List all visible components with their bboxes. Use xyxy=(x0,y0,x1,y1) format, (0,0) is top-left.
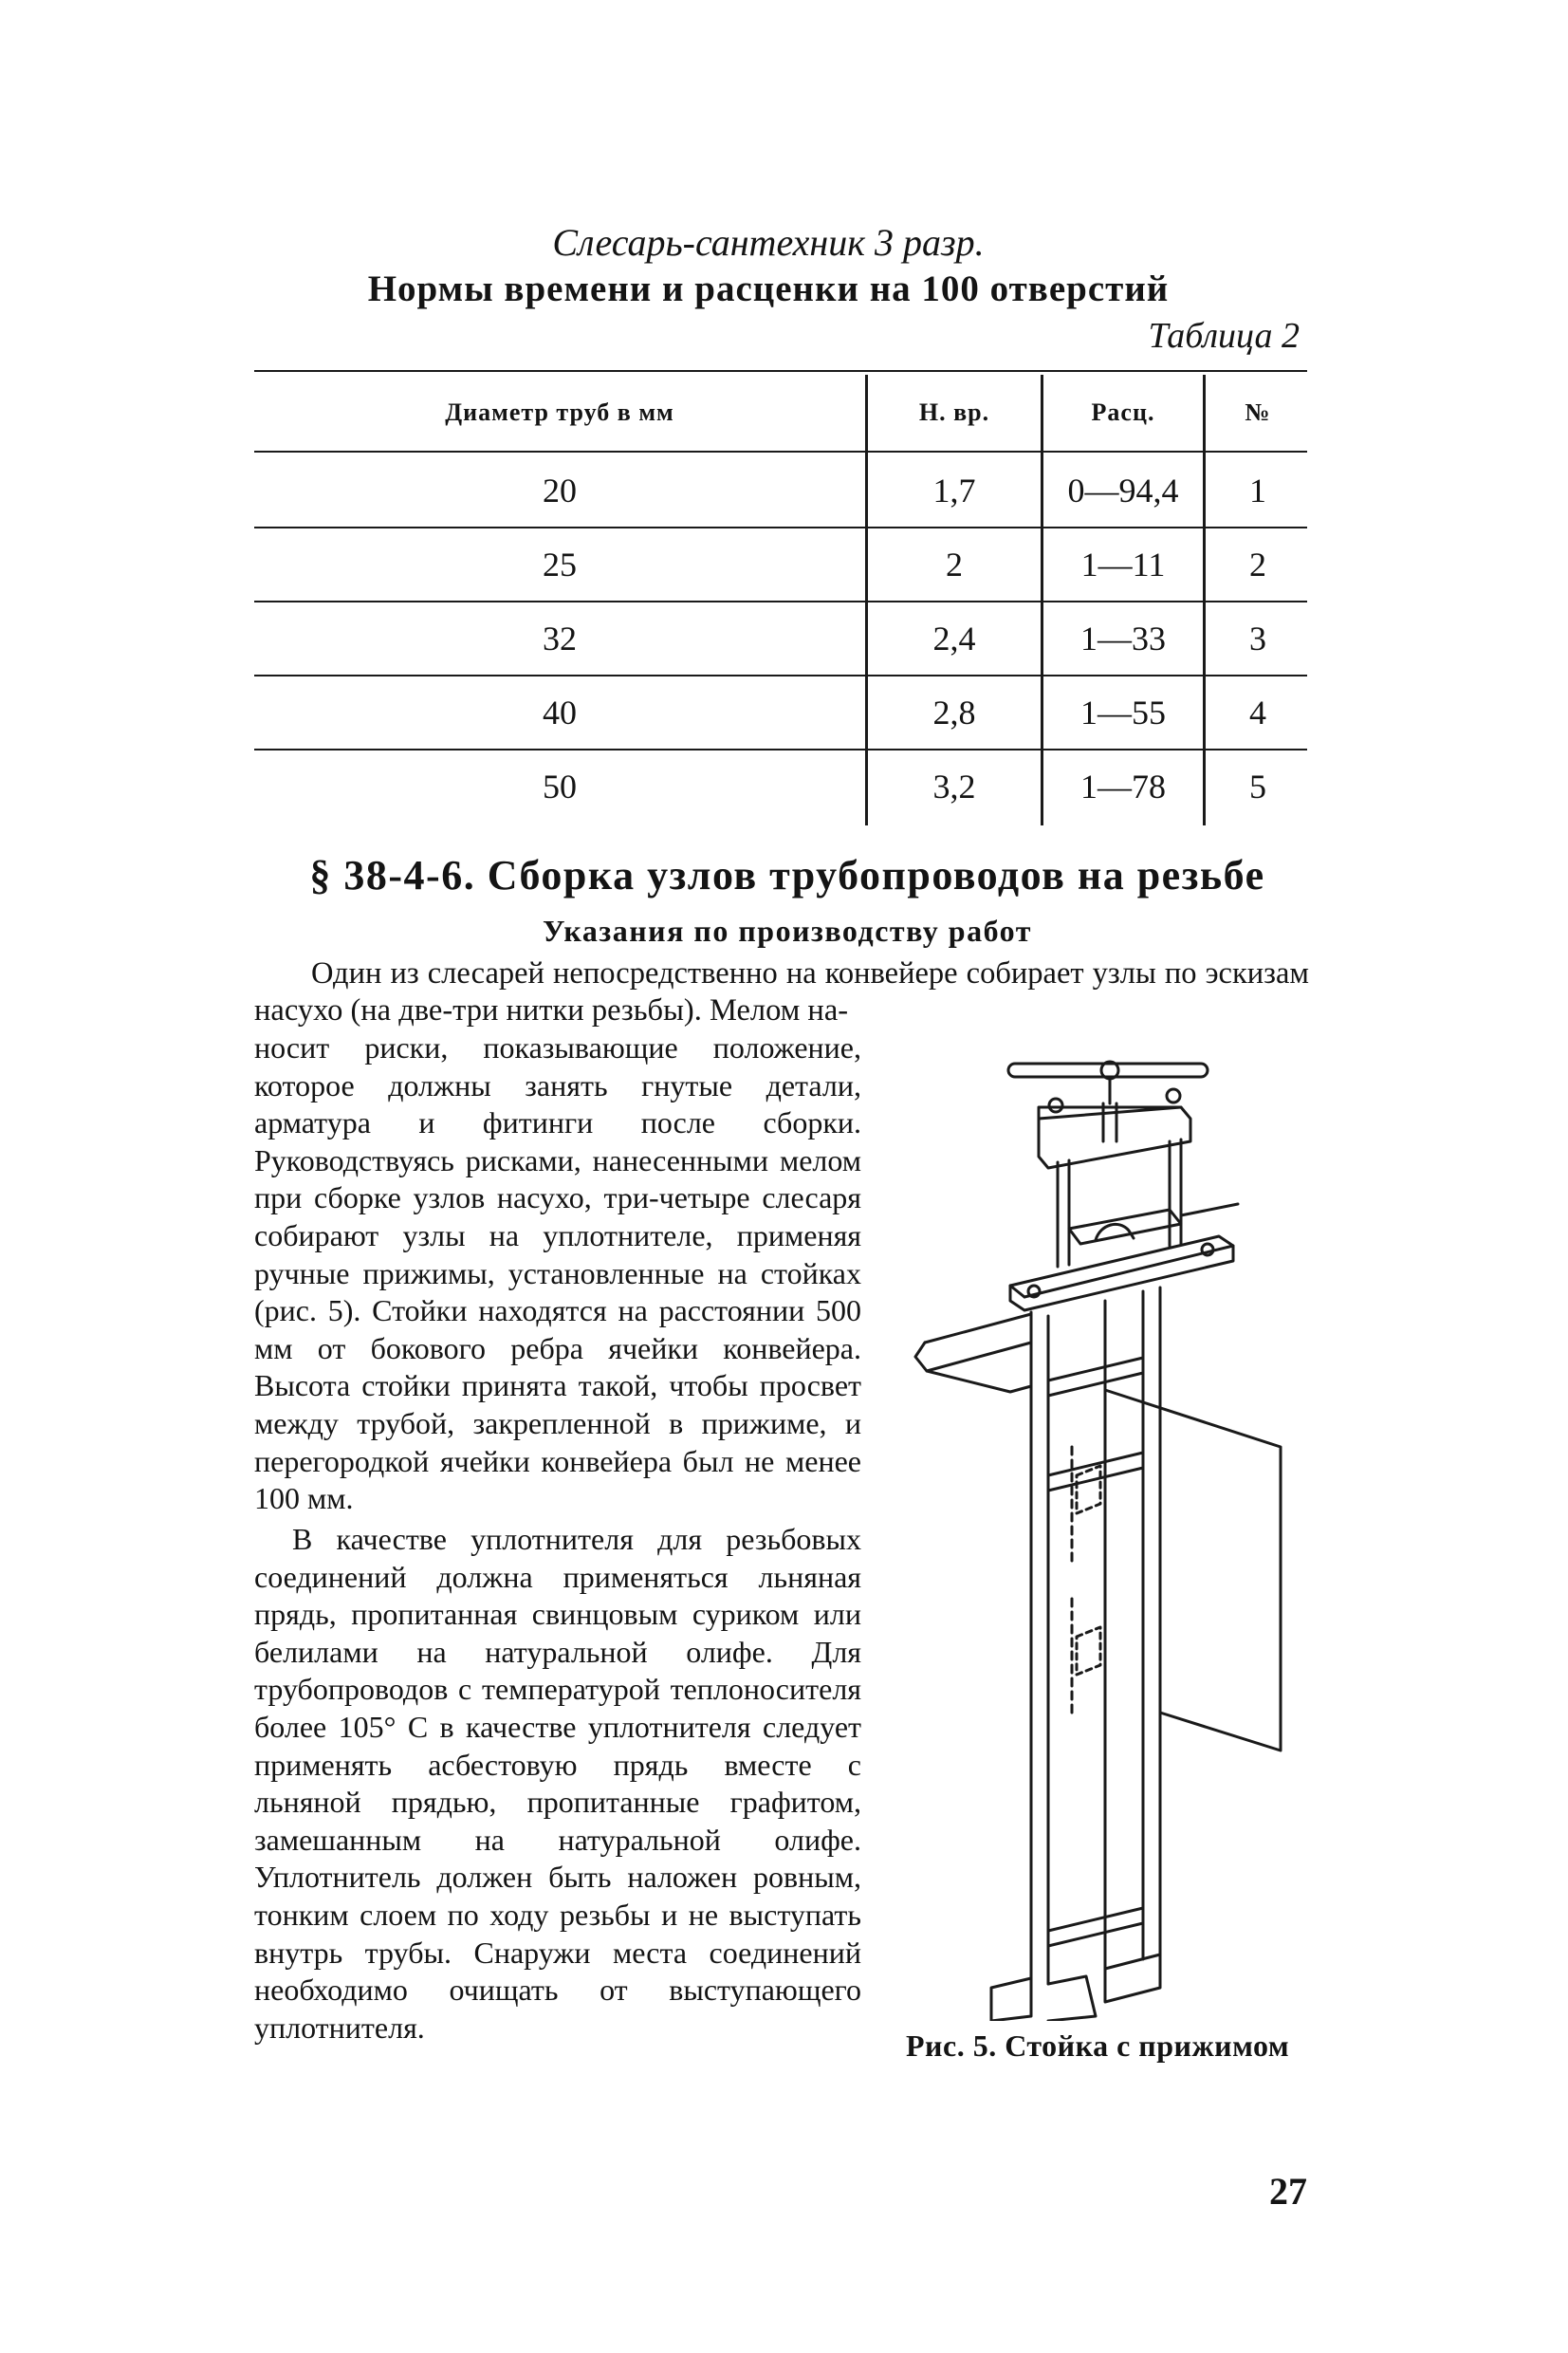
stand-with-clamp-figure xyxy=(906,1029,1314,2021)
table-cell: 20 xyxy=(543,472,577,510)
table-header-rate: Расц. xyxy=(1091,398,1155,426)
table-cell: 1—33 xyxy=(1080,620,1166,658)
table-column-divider xyxy=(1203,375,1206,825)
table-rule xyxy=(254,601,1307,602)
table-cell: 5 xyxy=(1249,768,1266,806)
table-cell: 3 xyxy=(1249,620,1266,658)
table-cell: 1—11 xyxy=(1080,546,1166,584)
table-rule xyxy=(254,527,1307,528)
body-paragraph: Один из слесарей непосредственно на конвейере собирает узлы по эскизам насухо (на две-три нитки резьбы). Мелом на- xyxy=(254,956,1309,1028)
table-cell: 3,2 xyxy=(932,768,976,806)
table-header-diameter: Диаметр труб в мм xyxy=(445,398,674,426)
table-cell: 1 xyxy=(1249,472,1266,510)
table-cell: 2 xyxy=(1249,546,1266,584)
table-label: Таблица 2 xyxy=(1148,316,1300,356)
table-rule xyxy=(254,749,1307,750)
table-rule xyxy=(254,370,1307,372)
table-cell: 25 xyxy=(543,546,577,584)
table-rule xyxy=(254,675,1307,676)
table-cell: 1—78 xyxy=(1080,768,1166,806)
body-column-text: В качестве уплотнителя для резьбовых соединений должна применяться льняная прядь, пропитанная свинцовым суриком или белилами на натуральной олифе. Для трубопроводов с температурой теплоносителя более 105° С в качестве уплотнителя следует применять асбестовую прядь вместе с льняной прядью, пропитанные графитом, замешанным на натуральной олифе. Уплотнитель должен быть наложен ровным, тонким слоем по ходу резьбы и не выступать внутрь трубы. Снаружи места соединений необходимо очищать от выступающего уплотнителя. xyxy=(254,1522,861,2045)
table-cell: 1,7 xyxy=(932,472,976,510)
table-cell: 50 xyxy=(543,768,577,806)
table-cell: 2,4 xyxy=(932,620,976,658)
table-cell: 4 xyxy=(1249,694,1266,732)
table-header-number: № xyxy=(1245,398,1271,426)
table-column-divider xyxy=(865,375,868,825)
table-header-time: Н. вр. xyxy=(918,398,990,426)
table-subtitle: Слесарь-сантехник 3 разр. xyxy=(552,221,985,264)
table-cell: 2 xyxy=(946,546,963,584)
figure-caption: Рис. 5. Стойка с прижимом xyxy=(906,2029,1290,2063)
body-column-text: носит риски, показывающие положение, которое должны занять гнутые детали, арматура и фитинги после сборки. Руководствуясь рисками, нанесенными мелом при сборке узлов насухо, три-четыре слесаря собирают узлы на уплотнителе, применяя ручные прижимы, установленные на стойках (рис. 5). Стойки находятся на расстоянии 500 мм от бокового ребра ячейки конвейера. Высота стойки принята такой, чтобы просвет между трубой, закрепленной в прижиме, и перегородкой ячейки конвейера был не менее 100 мм. xyxy=(254,1030,861,1516)
table-column-divider xyxy=(1041,375,1043,825)
table-cell: 40 xyxy=(543,694,577,732)
table-cell: 32 xyxy=(543,620,577,658)
table-cell: 2,8 xyxy=(932,694,976,732)
table-title: Нормы времени и расценки на 100 отверстий xyxy=(367,269,1170,309)
page-number: 27 xyxy=(1269,2170,1307,2213)
table-cell: 0—94,4 xyxy=(1067,472,1179,510)
section-subheading: Указания по производству работ xyxy=(543,914,1032,948)
table-rule xyxy=(254,451,1307,453)
section-heading: § 38-4-6. Сборка узлов трубопроводов на резьбе xyxy=(309,852,1265,899)
table-cell: 1—55 xyxy=(1080,694,1166,732)
